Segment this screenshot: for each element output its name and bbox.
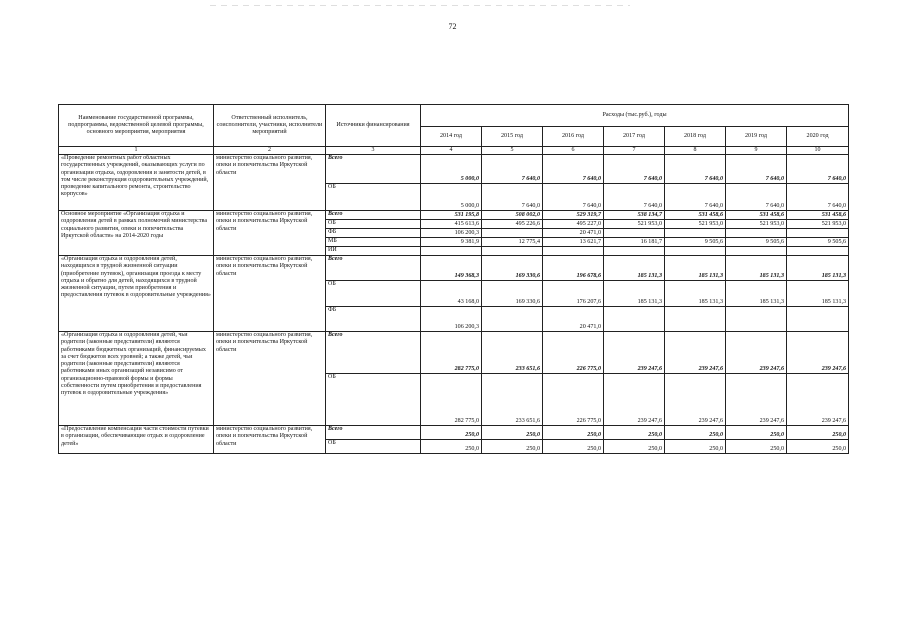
source-cell: ФБ <box>326 229 421 238</box>
source-cell: Всего <box>326 155 421 184</box>
value-cell: 9 505,6 <box>665 238 726 247</box>
value-cell: 185 131,3 <box>787 256 849 281</box>
value-cell: 7 640,0 <box>604 155 665 184</box>
value-cell: 106 200,3 <box>421 307 482 332</box>
value-cell: 185 131,3 <box>604 281 665 307</box>
value-cell: 7 640,0 <box>726 155 787 184</box>
source-cell: ОБ <box>326 281 421 307</box>
value-cell: 239 247,6 <box>787 332 849 374</box>
value-cell: 149 368,3 <box>421 256 482 281</box>
header-expenses: Расходы (тыс.руб.), годы <box>421 105 849 127</box>
value-cell: 529 319,7 <box>543 211 604 220</box>
value-cell: 239 247,6 <box>787 374 849 426</box>
header-program: Наименование государственной программы, подпрограммы, ведомственной целевой программы, основного мероприятия, мероприятия <box>59 105 214 147</box>
table-row <box>59 426 849 440</box>
value-cell: 176 207,6 <box>543 281 604 307</box>
value-cell: 233 651,6 <box>482 332 543 374</box>
header-year: 2015 год <box>482 127 543 147</box>
value-cell: 185 131,3 <box>604 256 665 281</box>
value-cell: 250,0 <box>543 426 604 440</box>
table-row <box>59 155 849 184</box>
header-year: 2016 год <box>543 127 604 147</box>
value-cell: 185 131,3 <box>665 256 726 281</box>
value-cell: 7 640,0 <box>726 184 787 211</box>
value-cell: 282 775,0 <box>421 332 482 374</box>
source-cell: ОБ <box>326 374 421 426</box>
header-source: Источники финансирования <box>326 105 421 147</box>
header-year: 2017 год <box>604 127 665 147</box>
value-cell: 531 458,6 <box>787 211 849 220</box>
value-cell <box>604 229 665 238</box>
source-cell: ФБ <box>326 307 421 332</box>
column-number: 7 <box>604 147 665 155</box>
value-cell: 7 640,0 <box>665 184 726 211</box>
value-cell: 239 247,6 <box>726 374 787 426</box>
program-name-cell: Основное мероприятие «Организация отдыха и оздоровления детей в рамках полномочий министерства социального развития, опеки и попечительства Иркутской области» на 2014-2020 годы <box>59 211 214 256</box>
value-cell: 196 678,6 <box>543 256 604 281</box>
value-cell: 20 471,0 <box>543 229 604 238</box>
header-executor: Ответственный исполнитель, соисполнители, участники, исполнители мероприятий <box>214 105 326 147</box>
value-cell: 7 640,0 <box>543 155 604 184</box>
value-cell: 7 640,0 <box>604 184 665 211</box>
value-cell: 239 247,6 <box>665 332 726 374</box>
value-cell: 531 195,8 <box>421 211 482 220</box>
value-cell <box>482 229 543 238</box>
value-cell: 169 330,6 <box>482 281 543 307</box>
executor-cell: министерство социального развития, опеки и попечительства Иркутской области <box>214 256 326 332</box>
source-cell: Всего <box>326 332 421 374</box>
source-cell: ОБ <box>326 184 421 211</box>
column-number: 3 <box>326 147 421 155</box>
value-cell: 250,0 <box>604 440 665 454</box>
value-cell <box>787 307 849 332</box>
value-cell: 250,0 <box>482 426 543 440</box>
value-cell: 239 247,6 <box>726 332 787 374</box>
value-cell: 9 505,6 <box>787 238 849 247</box>
value-cell: 7 640,0 <box>543 184 604 211</box>
header-year: 2014 год <box>421 127 482 147</box>
scan-artifact <box>210 5 630 6</box>
value-cell: 521 953,0 <box>726 220 787 229</box>
value-cell: 106 200,3 <box>421 229 482 238</box>
value-cell: 7 640,0 <box>665 155 726 184</box>
value-cell: 9 381,9 <box>421 238 482 247</box>
value-cell <box>421 247 482 256</box>
value-cell: 250,0 <box>726 426 787 440</box>
program-name-cell: «Организация отдыха и оздоровления детей, чьи родители (законные представители) являются работниками бюджетных организаций, финансируемых за счет бюджетов всех уровней; а также детей, чьи родители (законные представители) являются работниками иных организаций независимо от организационно-правовой формы и формы собственности путем приобретения и предоставления путевок в оздоровительные учреждения» <box>59 332 214 426</box>
value-cell: 43 168,0 <box>421 281 482 307</box>
header-year: 2020 год <box>787 127 849 147</box>
executor-cell: министерство социального развития, опеки и попечительства Иркутской области <box>214 426 326 454</box>
column-number: 9 <box>726 147 787 155</box>
value-cell <box>604 247 665 256</box>
column-number: 2 <box>214 147 326 155</box>
value-cell: 5 000,0 <box>421 184 482 211</box>
column-number: 10 <box>787 147 849 155</box>
column-number: 8 <box>665 147 726 155</box>
executor-cell: министерство социального развития, опеки и попечительства Иркутской области <box>214 155 326 211</box>
value-cell <box>604 307 665 332</box>
value-cell: 169 330,6 <box>482 256 543 281</box>
value-cell: 250,0 <box>787 426 849 440</box>
value-cell: 415 613,6 <box>421 220 482 229</box>
value-cell: 495 226,6 <box>482 220 543 229</box>
value-cell: 250,0 <box>421 426 482 440</box>
table-row <box>59 332 849 374</box>
header-row <box>59 105 849 127</box>
source-cell: ИИ <box>326 247 421 256</box>
budget-table <box>58 104 849 454</box>
column-number: 6 <box>543 147 604 155</box>
value-cell: 521 953,0 <box>787 220 849 229</box>
source-cell: МБ <box>326 238 421 247</box>
program-name-cell: «Предоставление компенсации части стоимости путевки в организации, обеспечивающие отдых и оздоровление детей» <box>59 426 214 454</box>
program-name-cell: «Организация отдыха и оздоровления детей, находящихся в трудной жизненной ситуации (приобретение путевок), организация проезда к месту отдыха и обратно для детей, находящихся в трудной жизненной ситуации, путем приобретения и предоставления путевок в оздоровительные учреждения» <box>59 256 214 332</box>
value-cell <box>665 307 726 332</box>
value-cell <box>543 247 604 256</box>
value-cell: 9 505,6 <box>726 238 787 247</box>
value-cell: 250,0 <box>421 440 482 454</box>
value-cell: 250,0 <box>665 440 726 454</box>
value-cell: 226 775,0 <box>543 332 604 374</box>
value-cell: 250,0 <box>482 440 543 454</box>
value-cell: 13 621,7 <box>543 238 604 247</box>
value-cell: 239 247,6 <box>665 374 726 426</box>
table-row <box>59 256 849 281</box>
value-cell: 250,0 <box>787 440 849 454</box>
value-cell <box>787 229 849 238</box>
page-number: 72 <box>448 22 457 31</box>
value-cell: 7 640,0 <box>787 184 849 211</box>
source-cell: ОБ <box>326 220 421 229</box>
source-cell: Всего <box>326 211 421 220</box>
value-cell: 226 775,0 <box>543 374 604 426</box>
value-cell <box>665 229 726 238</box>
value-cell <box>482 307 543 332</box>
program-name-cell: «Проведение ремонтных работ областных государственных учреждений, оказывающих услуги по организации отдыха, оздоровления и занятости детей, в том числе реконструкция оздоровительных учреждений, проведение капитального ремонта, строительство корпусов» <box>59 155 214 211</box>
value-cell: 7 640,0 <box>482 184 543 211</box>
column-number-row <box>59 147 849 155</box>
value-cell: 5 000,0 <box>421 155 482 184</box>
value-cell: 531 458,6 <box>665 211 726 220</box>
value-cell: 20 471,0 <box>543 307 604 332</box>
source-cell: Всего <box>326 256 421 281</box>
value-cell <box>726 229 787 238</box>
value-cell: 239 247,6 <box>604 374 665 426</box>
value-cell: 250,0 <box>665 426 726 440</box>
value-cell <box>726 307 787 332</box>
value-cell: 233 651,6 <box>482 374 543 426</box>
value-cell <box>665 247 726 256</box>
source-cell: ОБ <box>326 440 421 454</box>
column-number: 5 <box>482 147 543 155</box>
value-cell <box>787 247 849 256</box>
value-cell: 7 640,0 <box>482 155 543 184</box>
value-cell: 282 775,0 <box>421 374 482 426</box>
value-cell: 185 131,3 <box>726 256 787 281</box>
column-number: 4 <box>421 147 482 155</box>
value-cell: 185 131,3 <box>787 281 849 307</box>
executor-cell: министерство социального развития, опеки и попечительства Иркутской области <box>214 211 326 256</box>
value-cell: 250,0 <box>604 426 665 440</box>
value-cell: 250,0 <box>726 440 787 454</box>
executor-cell: министерство социального развития, опеки и попечительства Иркутской области <box>214 332 326 426</box>
header-year: 2019 год <box>726 127 787 147</box>
source-cell: Всего <box>326 426 421 440</box>
value-cell: 12 775,4 <box>482 238 543 247</box>
value-cell: 508 002,0 <box>482 211 543 220</box>
value-cell: 521 953,0 <box>665 220 726 229</box>
table-row <box>59 211 849 220</box>
value-cell: 16 181,7 <box>604 238 665 247</box>
column-number: 1 <box>59 147 214 155</box>
header-year: 2018 год <box>665 127 726 147</box>
value-cell <box>482 247 543 256</box>
value-cell: 7 640,0 <box>787 155 849 184</box>
value-cell: 185 131,3 <box>665 281 726 307</box>
value-cell: 185 131,3 <box>726 281 787 307</box>
value-cell: 495 227,0 <box>543 220 604 229</box>
value-cell: 538 134,7 <box>604 211 665 220</box>
value-cell: 239 247,6 <box>604 332 665 374</box>
value-cell: 521 953,0 <box>604 220 665 229</box>
value-cell: 531 458,6 <box>726 211 787 220</box>
value-cell: 250,0 <box>543 440 604 454</box>
value-cell <box>726 247 787 256</box>
